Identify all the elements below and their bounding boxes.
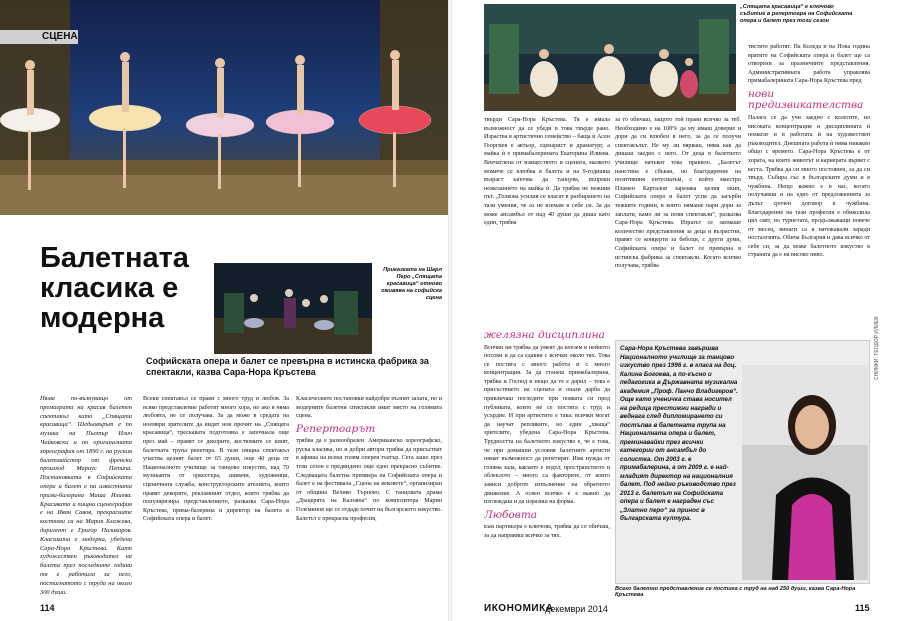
- photo-caption-top-right: „Спящата красавица“ е ключово събитие в репертоара на Софийската опера и балет през този сезон: [740, 4, 853, 24]
- subheading-repertoire: Репертоарът: [296, 422, 376, 435]
- body-text: Всички ни трябва да умеят да влезем в нейното посоки и да са едакви с всички около тях. Това се постига с много работа и с много концентрация. За да станеш примабалерина, трябва и Господ в нещо да те е дарил – това е присъствието на сцената и онази дарба да привличаш погледите при появата си пред публиката, които не се постига с труд и усърдие. И при артистите е така: всички могат да научат репликите, но един „хваща“ зрителите, убедена Сара-Нора Кръстева. Трудността на балетното изкуство е, че е това, че при домашни условия балетните артисти нямат възможност да репетират. Има нужда от голяма зала, какъвто е подът, пространството и облеклото – много са факторите, от които зависи доброто изпълнение на обратното движение. А освен всичко е е важно да изглеждаш и да изразиш на форма.: [484, 344, 610, 506]
- body-text: за го обичаш, защото той прави всичко за теб. Необходимо е на 100% да му имаш доверие и дори да си влюбен в него, за да се получи спектакълът. Не му ли вярваш, няма как да дишаш заедно с него. От деца в балетното училище начъват това правило. „Балетът наистина е сбъкан, но благодарение на позитивния ентусиазъм, с който маестро Пламен Карталов заразява целия екип, Софийската опера и балет успя да загърби тежките години, в които нямаше пари дори за заплати, камо ли за нови спектакли“, разказва Сара-Нора Кръстева. Изразът се заемаше количество представления за деца и възрастни, правят се концерти за бебоци, с други думи, Софийската опера и балет се превърна в истинска фабрика за спектакли. Когато всичко получава, трябва: [615, 117, 741, 270]
- subheading-discipline: желязна дисциплина: [484, 329, 605, 341]
- article-column-3: [296, 395, 442, 595]
- article-column-6: [748, 43, 870, 365]
- footer-issue: декември 2014: [545, 604, 608, 614]
- page-gutter: [448, 0, 452, 621]
- section-label: СЦЕНА: [0, 30, 78, 44]
- side-credit: СНИМКИ: ТЕОДОР ИЛИЕВ: [874, 316, 880, 380]
- headline: [40, 243, 215, 333]
- article-column-2: [143, 395, 289, 595]
- body-text: трябва да е разнообразен. Американско хореографско, руска класика, но и добри автори трябва да присъстват в афиша на всеки голям оперен театър. Сега зашо през този сезон е предвидено още едно прекрасно събитие. Следващата балетна премиера на Софийската опера и балет е на фестивала „Сцена на вековете“, организиран от община Велико Търново. С танцовата драма „Дъщерята на Калояна“ по композитора Марин Големинов ще се отдаде почит на българското изкуство. Балетът е прекрасна професия,: [296, 438, 442, 522]
- headline-line-1: Балетната: [40, 242, 189, 274]
- photo-caption-bottom-right: Всеко балетно представление се постига с труд на над 250 души, казва Сара-Нора Кръстева: [615, 586, 856, 598]
- portrait-photo: [742, 365, 868, 580]
- subheading-love: Любовта: [484, 508, 538, 521]
- page-number-left: 114: [40, 603, 55, 613]
- article-column-5: [615, 116, 741, 338]
- body-text: твърди Сара-Нора Кръстева. Тя е имала възможност да се убеди в това твърде рано. Израства в артистично семейство – баща ѝ Асен Георгиев е актьор, сценарист и драматург, а майка ѝ е примабалерината Екатерина Илиева. Впечатлена от изяществото и сцената, малкото момиче се влюбва в балета и на 9-годишна възраст започва да танцува, въпреки нежеланието на майка ѝ. Да трябва не нежния път. „Толкова усилия се влагат в разбирането на тази умения, че аз не вземам в себе си. За да може ансамбъл от над 40 души да диша като един, трябва: [484, 117, 610, 227]
- bio-text: Сара-Нора Кръстева завършва Националното училище за танцово изкуство през 1996 г. в класа на доц. Калина Богоева, а по-късно и педагогика в Държавната музикална академия „Проф. Панчо Владигеров“. Още като ученичка става носител на редица престижни награди и веднага след дипломирането си постъпва в балетната трупа на Националната опера и балет, преминавайки през всички категории от ансамбъл до солистка. От 2003 г. е примабалерина, а от 2009 г. е най-младият директор на националния балет. Под нейно ръководство през 2013 г. балетът на Софийската опера и балет е награден със „Златно перо“ за принос в българската култура.: [620, 345, 738, 522]
- lead-column: Няма по-вълнуващо от премиерата на красив балетен спектакъл като „Спящата красавица“. Шедьовърът е по музика на Пьотър Илич Чайковски и по оригиналната хореография от 1890 г. на руския балетмайстор от френски произход Мариус Петипа. Постановката в Софийската опера и балет е на известната прима-балерина Маша Илиева. Красивата и пищна сценография е на Иван Савов, прекрасните костюми са на Мария Блажева, диригент е Григор Паликаров. Класиката е модерна, убедена Сара-Нора Кръстева. Като художествен ръководител на балета през последните години тя е работила за него, постигнатото с труда на около 300 души.: [40, 395, 132, 595]
- body-text: Всеки спектакъл се прави с много труд и любов. За всяко представление работят много хора, но ако я няма любовта, не се получава. За да може в средата на ноември зрителите да видят нов прочит на „Спящата красавица“, трескавата подготовка е започнала още през май – правят се декорите, костюмите се шият, балетната трупа репетира. В тази пищна спектакъл участва целият балет от 65 души, още 40 деца от Националното училище за танцово изкуство, над 70 музиканти от оркестъра, шивачи, художници, сценичната служба, конструкторските ателиета, които правят декорите, рекламният отдел, които трябва да популяризира представлението, разказва Сара-Нора Кръстева, прима-балерина и директор на балета в Софийската опера и балет.: [143, 396, 289, 523]
- article-column-4b: [484, 327, 610, 602]
- subheading-challenges: нови предизвикателства: [748, 87, 864, 112]
- headline-line-2: класика е: [40, 272, 179, 304]
- headline-line-3: модерна: [40, 302, 165, 334]
- page-number-right: 115: [855, 603, 870, 613]
- standfirst: Софийската опера и балет се превърна в истинска фабрика за спектакли, казва Сара-Нора Кръстева: [146, 356, 429, 377]
- body-text: към партньора е ключова, трябва да се обичаш, за да направиш всичко за тях.: [484, 524, 610, 539]
- stage-photo: [214, 263, 372, 354]
- footer-magazine: ИКОНОМИКА: [484, 603, 554, 614]
- article-column-4: [484, 116, 610, 326]
- body-text: Класическите постановки найдобре пълнят залата, но и модерните балетни спектакли имат място на голямата сцена.: [296, 396, 442, 420]
- body-text: тистите работят. На Коледа и на Нова година вратите на Софийската опера и балет ще са отворени за празничните представления. Административната работа управлява примабалерината Сара-Нора Кръстева пред: [748, 44, 870, 85]
- body-text: Налага се да учи заедно с колегите, но високата концентрация и дисциплината ѝ помагат и в работата ѝ на художествен ръководител. Днешната работа ѝ няма никакво общо с времето. Сара-Нора Кръстева е от хората, на които животът и кариерата вървят с кеста. Трябва да си много постоянен, за да си твърд. Събира със в българските думи и в чужбина. Нещо важно е в нас, когато получаваш и на едно от предложенията за дълъг срочен договор в чужбина. Благодарение на тази професия е обиколила цял свят, но турнетата, продължаващи повече от месец, винаги са я натежавали заради носталгията. Обича България и дава всичко от себе си, за да може балетното изкуство в страната да е на високо ниво.: [748, 114, 870, 259]
- top-right-photo: [484, 4, 736, 111]
- photo-caption-left: Приказката на Шарл Перо „Спящата красавица“ отново оживява на софийска сцена: [381, 267, 442, 301]
